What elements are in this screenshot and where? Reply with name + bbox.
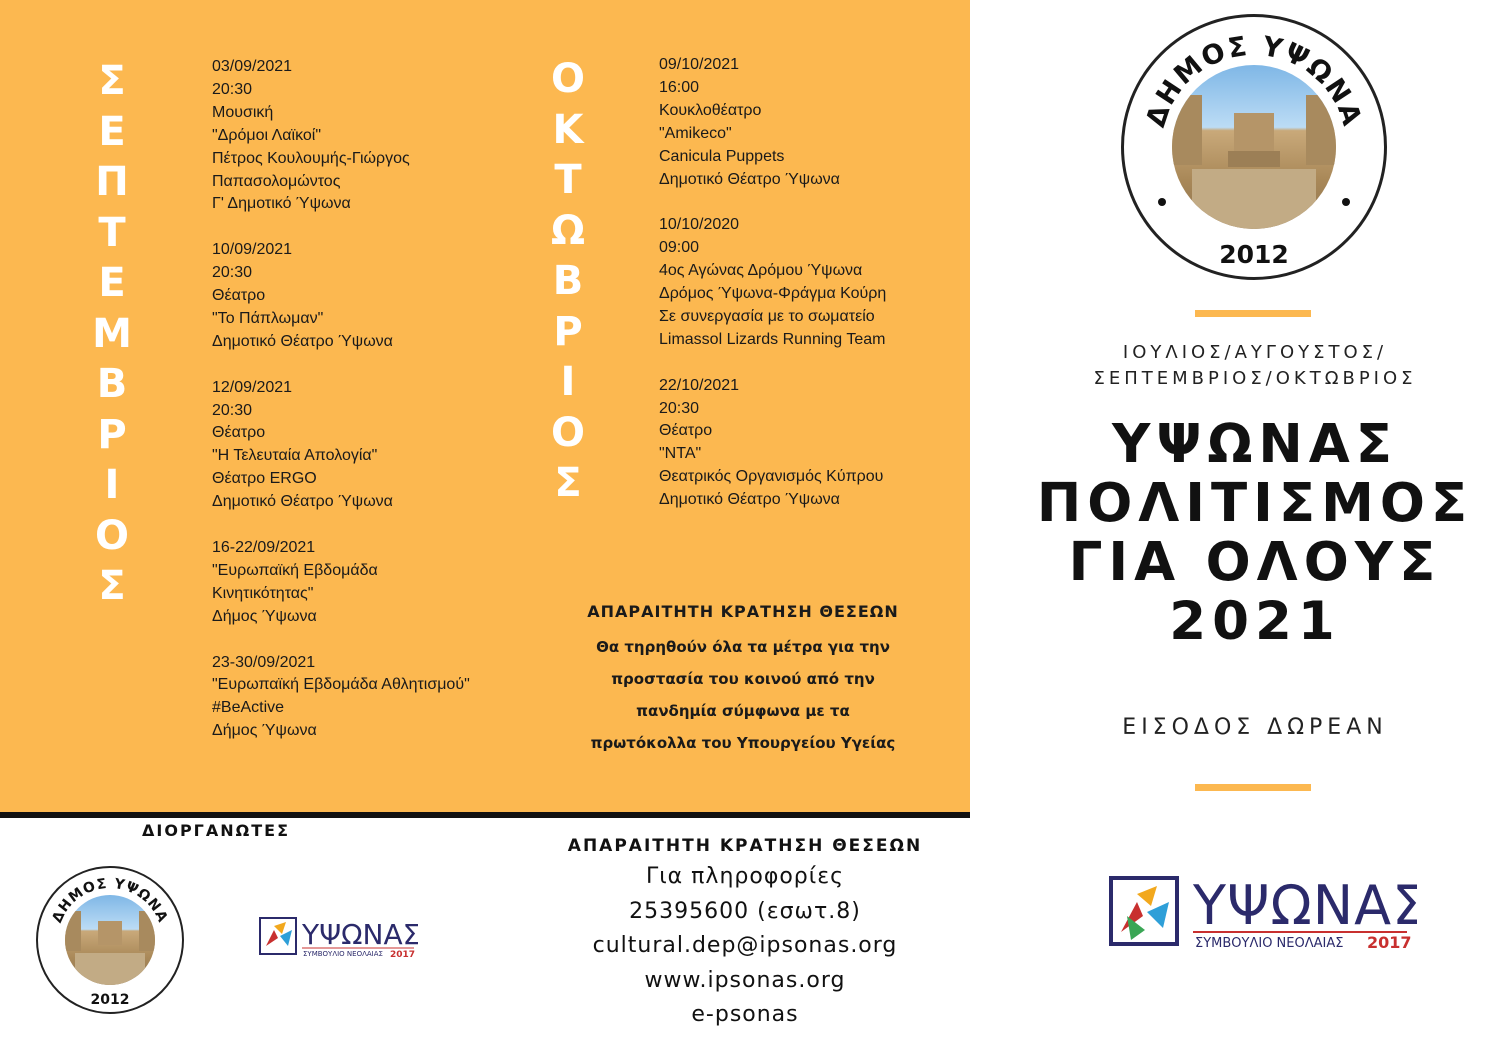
vertical-letter: Σ — [98, 563, 126, 609]
section-divider — [0, 812, 970, 818]
vertical-letter: Σ — [554, 460, 582, 506]
footer-logo-year: 2012 — [90, 992, 130, 1008]
footer-municipality-logo — [36, 866, 184, 1014]
vertical-letter: Β — [552, 258, 584, 304]
event-entry — [659, 214, 886, 351]
footer-youth-logo-year: 2017 — [390, 950, 416, 960]
event-date: 03/09/2021 — [212, 58, 293, 75]
contact-phone[interactable]: 25395600 (εσωτ.8) — [629, 898, 861, 924]
vertical-letter: Β — [96, 361, 128, 407]
event-line: Γ' Δημοτικό Ύψωνα — [212, 195, 351, 213]
event-line: Θέατρο — [212, 287, 266, 305]
accent-bar-top — [1195, 310, 1311, 317]
vertical-letter: Μ — [92, 310, 132, 357]
event-line: "Το Πάπλωμαν" — [212, 309, 324, 327]
event-entry — [212, 537, 470, 629]
vertical-letter: Ω — [550, 207, 585, 254]
footer-logo-name: ΔΗΜΟΣ ΥΨΩΝΑ — [49, 875, 171, 926]
vertical-letter: Ε — [98, 108, 126, 155]
event-entry — [659, 54, 886, 191]
svg-text:ΔΗΜΟΣ ΥΨΩΝΑ — [49, 876, 170, 926]
months-line: ΙΟΥΛΙΟΣ/ΑΥΓΟΥΣΤΟΣ/ — [1122, 342, 1388, 363]
event-line: 20:30 — [212, 401, 253, 419]
event-line: Θέατρο — [212, 424, 266, 442]
event-entry — [212, 56, 470, 216]
september-event-list — [212, 56, 470, 766]
event-date: 16-22/09/2021 — [212, 538, 316, 556]
event-line: Limassol Lizards Running Team — [659, 330, 886, 348]
footer-youth-council-logo — [258, 914, 418, 960]
event-line: Θεατρικός Οργανισμός Κύπρου — [659, 468, 884, 486]
event-line: "Ευρωπαϊκή Εβδομάδα Αθλητισμού" — [212, 676, 470, 694]
event-line: Θέατρο ERGO — [212, 470, 317, 488]
event-date: 10/09/2021 — [212, 241, 293, 259]
logo-name: ΔΗΜΟΣ ΥΨΩΝΑ — [1140, 30, 1368, 131]
october-event-list — [659, 54, 886, 535]
event-line: Κινητικότητας" — [212, 584, 314, 602]
event-line: 20:30 — [659, 399, 700, 417]
contact-email-link[interactable]: cultural.dep@ipsonas.org — [592, 933, 898, 958]
event-line: "Δρόμοι Λαϊκοί" — [212, 126, 322, 144]
event-line: Σε συνεργασία με το σωματείο — [659, 307, 875, 325]
event-line: 20:30 — [212, 80, 253, 98]
notice-title: ΑΠΑΡΑΙΤΗΤΗ ΚΡΑΤΗΣΗ ΘΕΣΕΩΝ — [587, 602, 899, 621]
youth-logo-name: ΥΨΩΝΑΣ — [1193, 874, 1417, 937]
notice-line: προστασία του κοινού από την — [611, 670, 875, 688]
event-line: 4ος Αγώνας Δρόμου Ύψωνα — [659, 262, 863, 280]
vertical-letter: Ι — [104, 462, 120, 508]
event-date: 10/10/2020 — [659, 216, 740, 234]
vertical-letter: Π — [95, 159, 129, 205]
youth-logo-sub: ΣΥΜΒΟΥΛΙΟ ΝΕΟΛΑΙΑΣ — [1195, 936, 1344, 951]
vertical-letter: Τ — [554, 157, 582, 203]
title-line: 2021 — [1169, 591, 1341, 652]
event-line: Δρόμος Ύψωνα-Φράγμα Κούρη — [659, 285, 887, 303]
program-panel — [0, 0, 970, 812]
youth-council-logo — [1107, 872, 1417, 952]
vertical-letter: Ι — [560, 359, 576, 405]
event-line: Κουκλοθέατρο — [659, 101, 762, 119]
event-line: Πέτρος Κουλουμής-Γιώργος — [212, 149, 410, 167]
contact-block — [540, 836, 950, 1033]
vertical-letter: Ο — [94, 512, 129, 559]
contact-website-link[interactable]: www.ipsonas.org — [644, 967, 846, 993]
booking-notice — [552, 602, 934, 759]
svg-text:ΔΗΜΟΣ ΥΨΩΝΑ — [1140, 31, 1367, 131]
event-line: 16:00 — [659, 78, 700, 96]
notice-line: Θα τηρηθούν όλα τα μέτρα για την — [596, 638, 890, 656]
title-line: ΠΟΛΙΤΙΣΜΟΣ — [1036, 473, 1474, 534]
notice-line: πρωτόκολλα του Υπουργείου Υγείας — [590, 734, 896, 752]
event-line: Θέατρο — [659, 422, 713, 440]
vertical-letter: Κ — [552, 106, 584, 153]
vertical-letter: Ρ — [553, 308, 583, 355]
event-line: Παπασολομώντος — [212, 172, 341, 190]
september-vertical-word — [82, 56, 142, 612]
free-entry: ΕΙΣΟΔΟΣ ΔΩΡΕΑΝ — [1122, 715, 1388, 740]
event-line: 20:30 — [212, 264, 253, 282]
notice-line: πανδημία σύμφωνα με τα — [636, 702, 850, 720]
event-line: Δημοτικό Θέατρο Ύψωνα — [212, 332, 393, 350]
contact-eservice[interactable]: e-psonas — [691, 1002, 799, 1027]
logo-ring-text — [1124, 17, 1384, 277]
main-title — [1035, 415, 1475, 651]
contact-title: ΑΠΑΡΑΙΤΗΤΗ ΚΡΑΤΗΣΗ ΘΕΣΕΩΝ — [567, 836, 923, 856]
event-line: "ΝΤΑ" — [659, 445, 702, 463]
october-vertical-word — [538, 54, 598, 509]
event-line: Μουσική — [212, 103, 274, 121]
event-line: #BeActive — [212, 699, 285, 717]
youth-logo-year: 2017 — [1367, 933, 1412, 952]
logo-year: 2012 — [1219, 240, 1289, 269]
event-line: Δήμος Ύψωνα — [212, 607, 317, 625]
accent-bar-bottom — [1195, 784, 1311, 791]
vertical-letter: Ο — [550, 409, 585, 456]
event-line: "Η Τελευταία Απολογία" — [212, 447, 378, 465]
vertical-letter: Ε — [98, 260, 126, 306]
footer-youth-logo-name: ΥΨΩΝΑΣ — [302, 918, 418, 951]
vertical-letter: Σ — [98, 58, 126, 104]
event-line: Δημοτικό Θέατρο Ύψωνα — [659, 170, 840, 188]
contact-info-label: Για πληροφορίες — [645, 864, 844, 889]
vertical-letter: Τ — [98, 209, 126, 256]
event-date: 22/10/2021 — [659, 376, 740, 394]
event-entry — [212, 652, 470, 744]
vertical-letter: Ρ — [97, 411, 127, 458]
vertical-letter: Ο — [550, 56, 585, 102]
event-entry — [659, 375, 886, 512]
event-date: 09/10/2021 — [659, 56, 740, 73]
event-line: "Amikeco" — [659, 124, 732, 142]
event-date: 23-30/09/2021 — [212, 653, 316, 671]
event-line: Δήμος Ύψωνα — [212, 722, 317, 740]
title-line: ΓΙΑ ΟΛΟΥΣ — [1068, 532, 1442, 593]
title-line: ΥΨΩΝΑΣ — [1111, 414, 1399, 475]
event-line: Δημοτικό Θέατρο Ύψωνα — [659, 491, 840, 509]
event-line: "Ευρωπαϊκή Εβδομάδα — [212, 561, 378, 579]
organizers-label: ΔΙΟΡΓΑΝΩΤΕΣ — [142, 821, 291, 840]
footer-youth-logo-sub: ΣΥΜΒΟΥΛΙΟ ΝΕΟΛΑΙΑΣ — [303, 950, 383, 958]
event-entry — [212, 239, 470, 354]
municipality-logo — [1121, 14, 1387, 280]
event-date: 12/09/2021 — [212, 378, 293, 396]
event-line: 09:00 — [659, 239, 700, 257]
event-line: Δημοτικό Θέατρο Ύψωνα — [212, 493, 393, 511]
months-line: ΣΕΠΤΕΜΒΡΙΟΣ/ΟΚΤΩΒΡΙΟΣ — [1093, 368, 1417, 389]
months-heading — [1035, 340, 1475, 392]
event-entry — [212, 377, 470, 514]
event-line: Canicula Puppets — [659, 147, 785, 165]
